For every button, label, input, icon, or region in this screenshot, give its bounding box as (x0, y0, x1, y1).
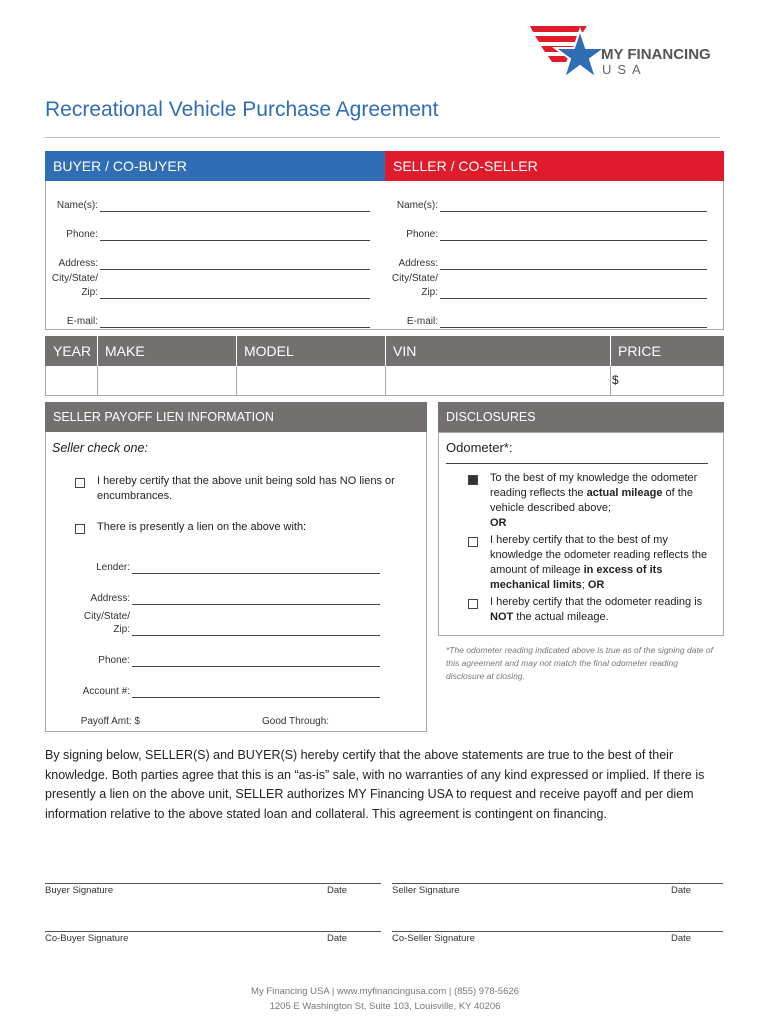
cell-year[interactable] (45, 366, 98, 396)
lien-address-field[interactable] (132, 604, 380, 605)
buyer-email-field[interactable] (100, 327, 370, 328)
lender-field[interactable] (132, 573, 380, 574)
agreement-text: By signing below, SELLER(S) and BUYER(S) hereby certify that the above statements are true to the best of their knowledge. Both parties agree that this is an “as-is” sale, with no warranties of any kind expressed or implied. If there is presently a lien on the above unit, SELLER authorizes MY Financing USA to request and receive payoff and per diem information relative to the above stated loan and collateral. This agreement is contingent on financing. (45, 748, 705, 821)
item1-bold: actual mileage (586, 487, 663, 499)
buyer-zip-label: Zip: (81, 287, 98, 298)
seller-email-field[interactable] (440, 327, 707, 328)
logo-line2: USA (602, 62, 647, 77)
item3-bold: NOT (490, 611, 514, 623)
seller-city-label: City/State/ (391, 273, 438, 284)
lien-address-label: Address: (90, 593, 130, 604)
excess-mileage-checkbox[interactable] (468, 537, 478, 547)
seller-email-label: E-mail: (406, 316, 438, 327)
account-label: Account #: (82, 686, 130, 697)
buyer-email-label: E-mail: (66, 316, 98, 327)
disclosures-header: DISCLOSURES (438, 402, 724, 432)
no-lien-checkbox[interactable] (75, 478, 85, 488)
seller-city-field[interactable] (440, 298, 707, 299)
seller-address-label: Address: (398, 258, 438, 269)
odometer-field[interactable] (446, 463, 708, 464)
buyer-city-label: City/State/ (51, 273, 98, 284)
seller-phone-field[interactable] (440, 240, 707, 241)
no-lien-text: I hereby certify that the above unit being sold has NO liens or encumbrances. (97, 475, 395, 502)
buyer-header: BUYER / CO-BUYER (45, 151, 386, 181)
col-model: MODEL (244, 343, 294, 359)
co-buyer-signature-label: Co-Buyer Signature (45, 933, 129, 944)
lender-label: Lender: (96, 562, 130, 573)
price-symbol: $ (612, 373, 619, 387)
item2-or: OR (587, 579, 605, 591)
cell-price[interactable] (611, 366, 723, 396)
title-divider (45, 137, 720, 138)
buyer-signature-label: Buyer Signature (45, 885, 114, 896)
buyer-city-field[interactable] (100, 298, 370, 299)
page-title: Recreational Vehicle Purchase Agreement (45, 98, 439, 121)
cell-make[interactable] (97, 366, 237, 396)
buyer-phone-label: Phone: (66, 229, 98, 240)
company-logo (525, 18, 725, 82)
item2-bold: in excess of its mechanical limits (490, 564, 663, 591)
item3-post: the actual mileage. (513, 611, 609, 623)
cell-model[interactable] (236, 366, 386, 396)
account-field[interactable] (132, 697, 380, 698)
item1-pre: To the best of my knowledge the odometer reading reflects the (490, 472, 698, 499)
not-actual-mileage-checkbox[interactable] (468, 599, 478, 609)
buyer-phone-field[interactable] (100, 240, 370, 241)
seller-zip-label: Zip: (421, 287, 438, 298)
cell-vin[interactable] (385, 366, 611, 396)
footer-address: 1205 E Washington St, Suite 103, Louisville, KY 40206 (269, 1001, 501, 1012)
seller-header: SELLER / CO-SELLER (385, 151, 724, 181)
buyer-names-label: Name(s): (56, 200, 98, 211)
odometer-note: *The odometer reading indicated above is true as of the signing date of this agreement and may not match the final odometer reading disclosure at closing. (446, 645, 713, 681)
item1-post: of the vehicle described above; (490, 487, 694, 514)
payoff-amount-label: Payoff Amt: $ (80, 716, 140, 727)
co-buyer-signature-line[interactable] (45, 931, 381, 932)
lien-city-label: City/State/ (83, 611, 130, 622)
buyer-date-label: Date (327, 885, 348, 896)
logo-line1: MY FINANCING (601, 46, 711, 63)
buyer-names-field[interactable] (100, 211, 370, 212)
buyer-signature-line[interactable] (45, 883, 381, 884)
actual-mileage-text (490, 471, 720, 531)
item2-post: ; (581, 579, 588, 591)
seller-signature-label: Seller Signature (392, 885, 460, 896)
has-lien-text: There is presently a lien on the above with: (97, 521, 307, 533)
lien-phone-label: Phone: (98, 655, 130, 666)
item2-pre: I hereby certify that to the best of my knowledge the odometer reading reflects the amount of mileage (490, 534, 708, 576)
seller-address-field[interactable] (440, 269, 707, 270)
not-actual-mileage-text (490, 595, 720, 625)
payoff-instruction: Seller check one: (52, 441, 148, 455)
col-price: PRICE (618, 343, 661, 359)
co-buyer-date-label: Date (327, 933, 348, 944)
seller-names-field[interactable] (440, 211, 707, 212)
col-make: MAKE (105, 343, 145, 359)
seller-date-label: Date (671, 885, 692, 896)
seller-signature-line[interactable] (392, 883, 723, 884)
footer-contact: My Financing USA | www.myfinancingusa.com | (855) 978-5626 (251, 986, 519, 997)
col-vin: VIN (393, 343, 417, 359)
lien-phone-field[interactable] (132, 666, 380, 667)
buyer-address-label: Address: (58, 258, 98, 269)
co-seller-signature-label: Co-Seller Signature (392, 933, 475, 944)
has-lien-checkbox[interactable] (75, 524, 85, 534)
payoff-header: SELLER PAYOFF LIEN INFORMATION (45, 402, 427, 432)
actual-mileage-checkbox[interactable] (468, 475, 478, 485)
seller-names-label: Name(s): (396, 200, 438, 211)
col-year: YEAR (53, 343, 92, 359)
co-seller-signature-line[interactable] (392, 931, 723, 932)
item1-or: OR (490, 517, 507, 529)
excess-mileage-text (490, 533, 720, 593)
co-seller-date-label: Date (671, 933, 692, 944)
lien-city-field[interactable] (132, 635, 380, 636)
good-through-label: Good Through: (262, 716, 330, 727)
lien-zip-label: Zip: (113, 624, 130, 635)
item3-pre: I hereby certify that the odometer reading is (490, 596, 703, 608)
odometer-label: Odometer*: (446, 440, 513, 455)
buyer-address-field[interactable] (100, 269, 370, 270)
seller-phone-label: Phone: (406, 229, 438, 240)
